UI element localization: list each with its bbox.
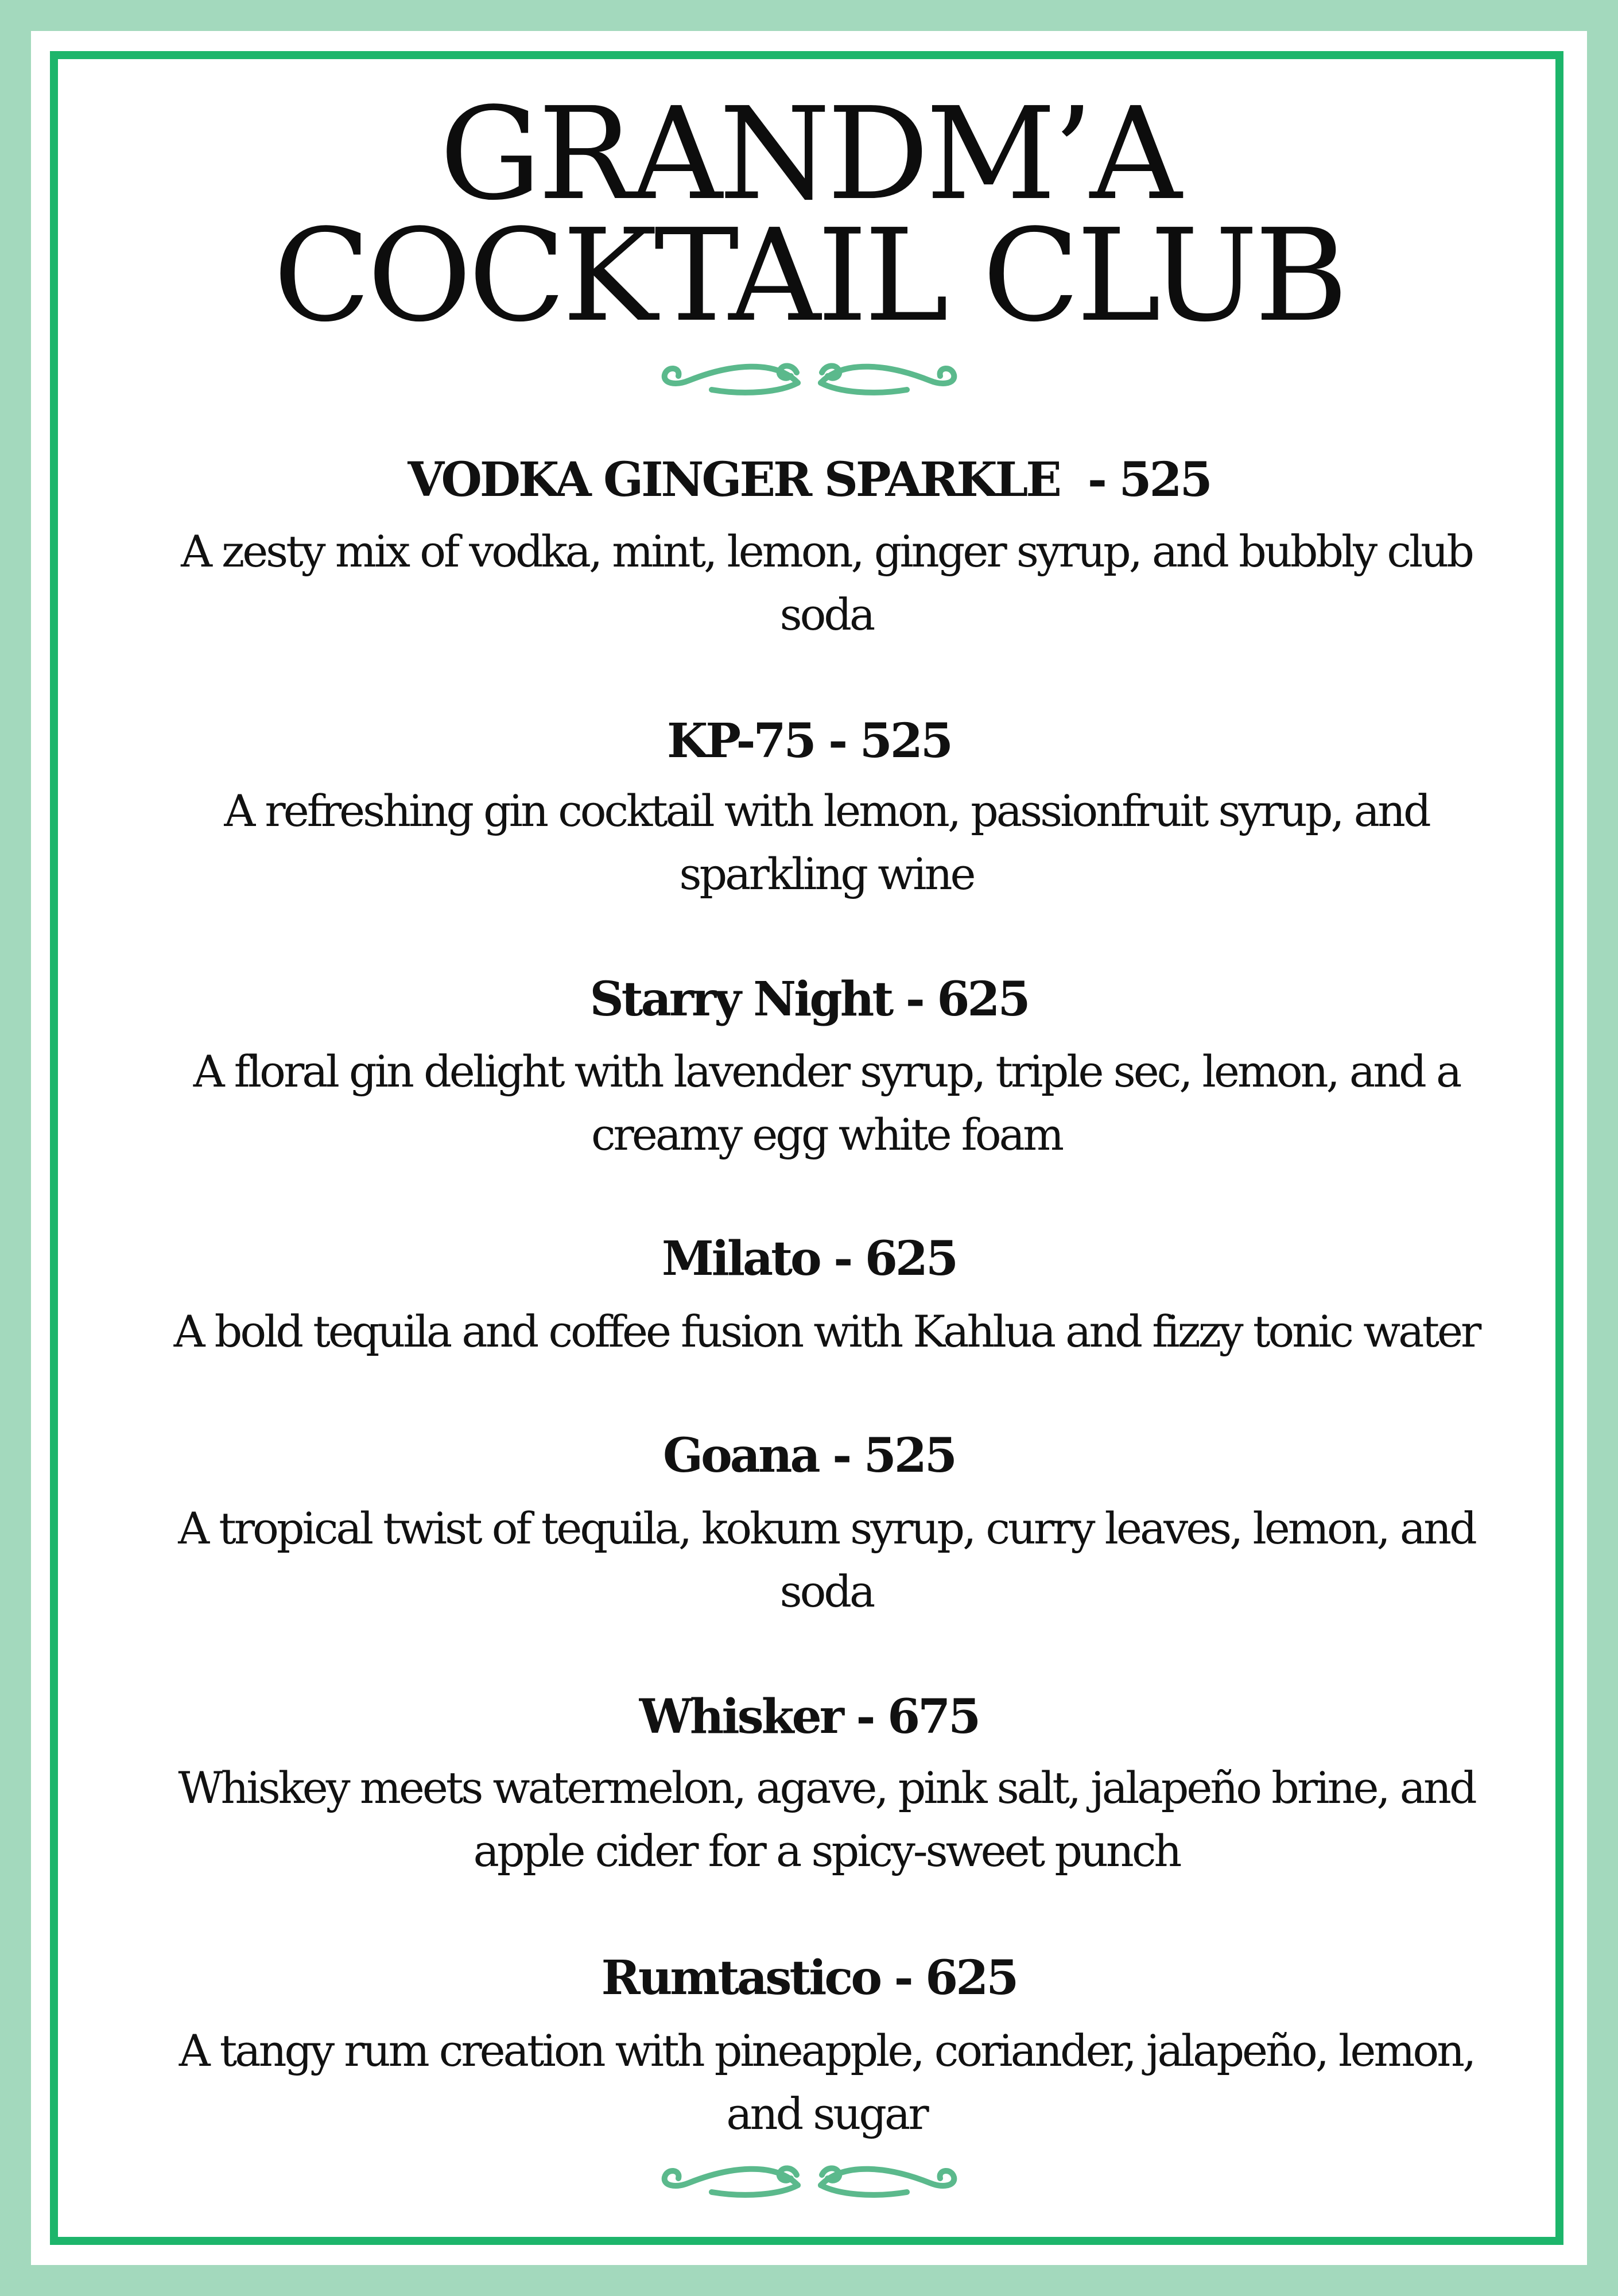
menu-item-name-5: Goana - 525 [663,1428,955,1483]
menu-item-name-3: Starry Night - 625 [589,972,1029,1027]
bottom-flourish-ornament [643,2150,976,2213]
menu-item-description-4: A bold tequila and coffee fusion with Kahlua and fizzy tonic water [173,1306,1480,1357]
top-flourish-ornament [643,347,976,410]
menu-item-name-4: Milato - 625 [661,1231,957,1286]
menu-item-description-7: A tangy rum creation with pineapple, coriander, jalapeño, lemon, and sugar [179,2025,1475,2139]
menu-item-description-3: A floral gin delight with lavender syrup, triple sec, lemon, and a creamy egg white foam [193,1046,1460,1160]
menu-item-description-6: Whiskey meets watermelon, agave, pink salt, jalapeño brine, and apple cider for a spicy-sweet punch [178,1762,1475,1876]
menu-item-description-5: A tropical twist of tequila, kokum syrup, curry leaves, lemon, and soda [178,1503,1475,1617]
menu-title-line-1: GRANDM’A [439,80,1179,228]
menu-item-name-1: VODKA GINGER SPARKLE - 525 [408,452,1210,507]
menu-title-line-2: COCKTAIL CLUB [273,202,1345,350]
menu-item-description-2: A refreshing gin cocktail with lemon, passionfruit syrup, and sparkling wine [224,785,1429,899]
menu-item-description-1: A zesty mix of vodka, mint, lemon, ginger syrup, and bubbly club soda [181,526,1472,640]
menu-item-name-2: KP-75 - 525 [667,713,951,769]
menu-item-name-6: Whisker - 675 [639,1689,979,1744]
menu-item-name-7: Rumtastico - 625 [601,1950,1017,2006]
